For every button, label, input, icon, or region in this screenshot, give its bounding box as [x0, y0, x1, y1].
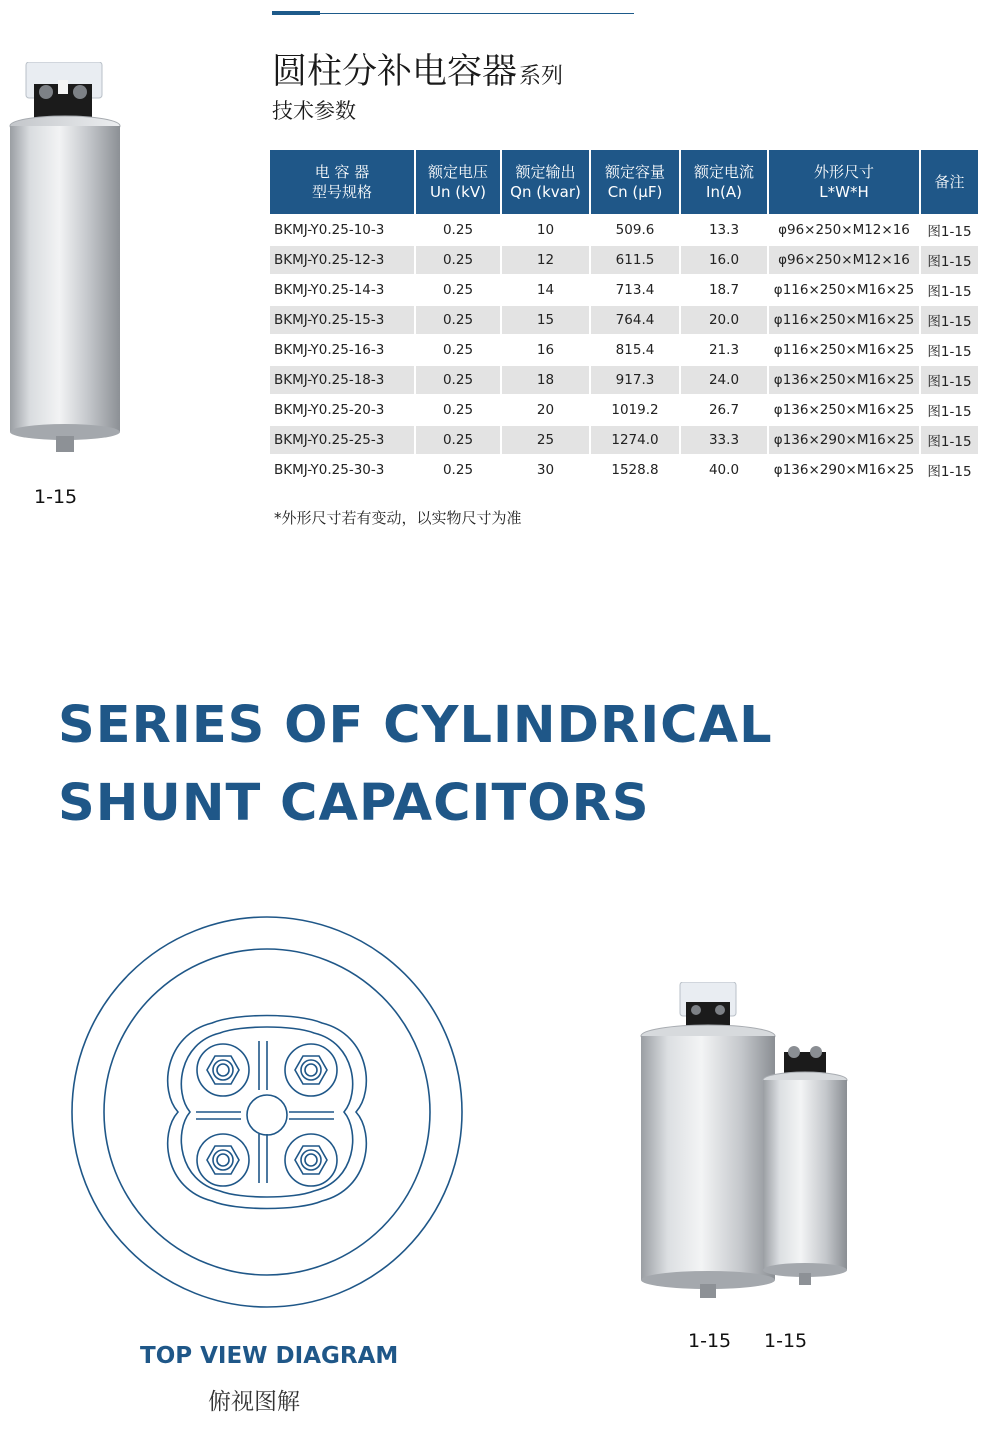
cell-un: 0.25 — [416, 396, 500, 424]
table-row — [270, 366, 978, 394]
cell-qn: 16 — [502, 336, 589, 364]
cell-model: BKMJ-Y0.25-10-3 — [270, 216, 414, 244]
table-row — [270, 306, 978, 334]
col-header-model: 电 容 器 型号规格 — [270, 150, 414, 214]
header-rule — [272, 13, 634, 14]
col-header-dimensions: 外形尺寸 L*W*H — [769, 150, 919, 214]
table-row — [270, 426, 978, 454]
cell-note: 图1-15 — [921, 456, 978, 484]
cell-note: 图1-15 — [921, 276, 978, 304]
cell-note: 图1-15 — [921, 306, 978, 334]
table-row — [270, 456, 978, 484]
cell-note: 图1-15 — [921, 426, 978, 454]
cell-model: BKMJ-Y0.25-25-3 — [270, 426, 414, 454]
cell-cn: 815.4 — [591, 336, 679, 364]
cell-dim: φ116×250×M16×25 — [769, 306, 919, 334]
capacitor-photo-large — [638, 982, 778, 1308]
cell-cn: 1019.2 — [591, 396, 679, 424]
col-header-note: 备注 — [921, 150, 978, 214]
cell-dim: φ136×250×M16×25 — [769, 366, 919, 394]
cell-in: 13.3 — [681, 216, 767, 244]
terminal-nut-top-left — [197, 1044, 249, 1096]
cell-model: BKMJ-Y0.25-12-3 — [270, 246, 414, 274]
cell-note: 图1-15 — [921, 336, 978, 364]
figure-caption-bottom-left: 1-15 — [688, 1330, 732, 1352]
cell-qn: 14 — [502, 276, 589, 304]
cell-un: 0.25 — [416, 246, 500, 274]
cell-un: 0.25 — [416, 216, 500, 244]
cell-note: 图1-15 — [921, 246, 978, 274]
cell-qn: 30 — [502, 456, 589, 484]
cell-model: BKMJ-Y0.25-16-3 — [270, 336, 414, 364]
terminal-nut-bottom-right — [285, 1134, 337, 1186]
figure-caption-bottom-right: 1-15 — [764, 1330, 808, 1352]
cell-dim: φ96×250×M12×16 — [769, 216, 919, 244]
page-title — [272, 44, 563, 94]
cell-cn: 509.6 — [591, 216, 679, 244]
figure-caption-top: 1-15 — [34, 486, 78, 508]
cell-dim: φ136×290×M16×25 — [769, 456, 919, 484]
title-suffix: 系列 — [519, 64, 564, 89]
cell-qn: 12 — [502, 246, 589, 274]
col-header-output: 额定输出 Qn (kvar) — [502, 150, 589, 214]
cell-qn: 25 — [502, 426, 589, 454]
cell-dim: φ136×290×M16×25 — [769, 426, 919, 454]
cell-un: 0.25 — [416, 426, 500, 454]
cell-cn: 917.3 — [591, 366, 679, 394]
cell-model: BKMJ-Y0.25-14-3 — [270, 276, 414, 304]
cell-in: 20.0 — [681, 306, 767, 334]
cell-note: 图1-15 — [921, 366, 978, 394]
cell-un: 0.25 — [416, 276, 500, 304]
table-row — [270, 246, 978, 274]
header-rule-accent — [272, 11, 320, 15]
cell-qn: 15 — [502, 306, 589, 334]
cell-in: 18.7 — [681, 276, 767, 304]
cell-model: BKMJ-Y0.25-30-3 — [270, 456, 414, 484]
cell-qn: 10 — [502, 216, 589, 244]
cell-model: BKMJ-Y0.25-15-3 — [270, 306, 414, 334]
cell-qn: 18 — [502, 366, 589, 394]
col-header-voltage: 额定电压 Un (kV) — [416, 150, 500, 214]
english-title-line2: SHUNT CAPACITORS — [58, 774, 650, 833]
top-view-diagram — [70, 915, 464, 1309]
table-row — [270, 336, 978, 364]
outer-circle-outline — [72, 917, 462, 1307]
cell-cn: 1274.0 — [591, 426, 679, 454]
cell-in: 40.0 — [681, 456, 767, 484]
cell-un: 0.25 — [416, 366, 500, 394]
title-main: 圆柱分补电容器 — [272, 52, 518, 92]
terminal-nut-top-right — [285, 1044, 337, 1096]
capacitor-photo-top — [6, 62, 124, 454]
table-row — [270, 216, 978, 244]
cell-dim: φ116×250×M16×25 — [769, 336, 919, 364]
cell-in: 24.0 — [681, 366, 767, 394]
cell-cn: 764.4 — [591, 306, 679, 334]
cell-un: 0.25 — [416, 336, 500, 364]
cell-in: 21.3 — [681, 336, 767, 364]
cell-note: 图1-15 — [921, 396, 978, 424]
capacitor-photo-small — [760, 1040, 850, 1288]
top-view-label-cn: 俯视图解 — [208, 1389, 300, 1415]
cell-in: 33.3 — [681, 426, 767, 454]
cell-qn: 20 — [502, 396, 589, 424]
cell-dim: φ96×250×M12×16 — [769, 246, 919, 274]
table-header-row — [270, 150, 978, 214]
footnote: *外形尺寸若有变动，以实物尺寸为准 — [274, 509, 522, 527]
cell-cn: 1528.8 — [591, 456, 679, 484]
cell-un: 0.25 — [416, 306, 500, 334]
cell-cn: 713.4 — [591, 276, 679, 304]
table-row — [270, 396, 978, 424]
terminal-nut-bottom-left — [197, 1134, 249, 1186]
cell-cn: 611.5 — [591, 246, 679, 274]
page-subtitle: 技术参数 — [272, 99, 356, 123]
cell-note: 图1-15 — [921, 216, 978, 244]
col-header-capacitance: 额定容量 Cn (μF) — [591, 150, 679, 214]
cell-model: BKMJ-Y0.25-20-3 — [270, 396, 414, 424]
cell-dim: φ116×250×M16×25 — [769, 276, 919, 304]
cell-model: BKMJ-Y0.25-18-3 — [270, 366, 414, 394]
table-row — [270, 276, 978, 304]
top-view-label-en: TOP VIEW DIAGRAM — [140, 1343, 399, 1369]
spec-table — [268, 148, 980, 486]
cell-dim: φ136×250×M16×25 — [769, 396, 919, 424]
cell-in: 26.7 — [681, 396, 767, 424]
english-title-line1: SERIES OF CYLINDRICAL — [58, 696, 773, 755]
cell-un: 0.25 — [416, 456, 500, 484]
col-header-current: 额定电流 In(A) — [681, 150, 767, 214]
cell-in: 16.0 — [681, 246, 767, 274]
